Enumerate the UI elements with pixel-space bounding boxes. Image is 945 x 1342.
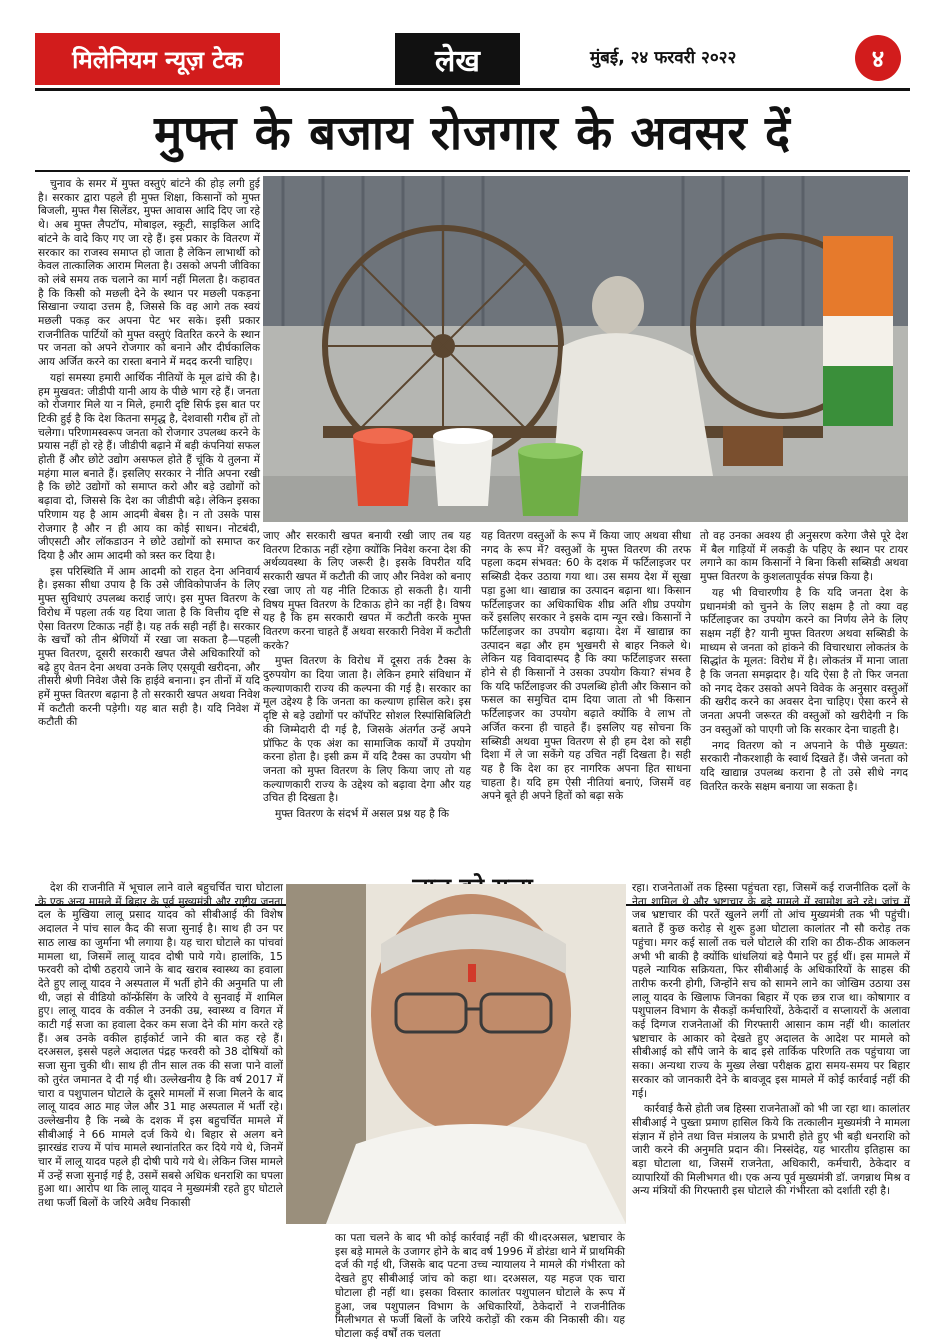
paragraph: मुफ्त वितरण के संदर्भ में असल प्रश्न यह है कि: [275, 808, 449, 821]
paragraph: यहां समस्या हमारी आर्थिक नीतियों के मूल ढांचे की है। हम मुखवत: जीडीपी यानी आय के पीछे भाग रहे हैं। जनता को रोजगार मिले या न मिले, हमारी दृष्टि सिर्फ इस बात पर टिकी हुई है कि देश कितना समृद्ध है, देशवासी गरीब हों तो चलेगा। परिणामस्वरूप जनता को रोजगार उपलब्ध करने के प्रयास नहीं हो रहे हैं। जीडीपी बढ़ाने में बड़ी कंपनियां सफल होती हैं और छोटे उद्योग असफल होते हैं चूंकि ये तुलना में महंगा माल बनाते हैं। इसलिए सरकार ने नीति अपना रखी है कि छोटे उद्योगों को समाप्त करो और बड़े उद्योगों को बढ़ावा दो, जिससे कि देश का जीडीपी बढ़े। लेकिन इसका परिणाम यह है आम आदमी बेबस है। न तो उसके पास रोजगार है और न ही आय का कोई साधन। नोटबंदी, जीएसटी और लॉकडाउन ने छोटे उद्योगों को समाप्त कर दिया है और आम आदमी को त्रस्त कर दिया है।: [38, 371, 260, 562]
masthead: [35, 33, 280, 85]
article1-column-1: [38, 178, 260, 838]
paragraph: नगद वितरण को न अपनाने के पीछे मुख्यत: सरकारी नौकरशाही के स्वार्थ दिखते हैं। जैसे जनता को यदि खाद्यान्न उपलब्ध कराना है तो उसे सीधे नगद वितरित करके सक्षम बनाया जा सकता है।: [700, 739, 908, 793]
paragraph: का पता चलने के बाद भी कोई कार्रवाई नहीं की थी।दरअसल, भ्रष्टाचार के इस बड़े मामले के उजागर होने के बाद वर्ष 1996 में डोरंडा थाने में प्राथमिकी दर्ज की गई थी, जिसके बाद पटना उच्च न्यायालय ने मामले की गंभीरता को देखते हुए सीबीआई जांच को कहा था। दरअसल, यह महज एक चारा घोटाला ही नहीं था। इसका विस्तार कालांतर पशुपालन घोटाले के रूप में हुआ, जब पशुपालन विभाग के अधिकारियों, ठेकेदारों ने राजनीतिक मिलीभगत से फर्जी बिलों के जरिये करोड़ों की रकम की निकासी की। यह घोटाला कई वर्षों तक चलता: [335, 1232, 625, 1340]
lalu-photo: [286, 884, 626, 1224]
article2-column-1: [38, 882, 283, 1257]
paper-name: मिलेनियम न्यूज़ टेक: [72, 45, 243, 74]
paragraph: तो वह उनका अवश्य ही अनुसरण करेगा जैसे पूरे देश में बैल गाड़ियों में लकड़ी के पहिए के स्थान पर टायर लगाने का काम किसानों ने बिना किसी सब्सिडी अथवा मुफ्त वितरण के कुशलतापूर्वक संपन्न किया है।: [700, 530, 908, 584]
paragraph: रहा। राजनेताओं तक हिस्सा पहुंचता रहा, जिसमें कई राजनीतिक दलों के नेता शामिल थे और भ्रष्टाचार के बड़े मामले में खामोश बने रहे। जांच में जब भ्रष्टाचार की परतें खुलने लगीं तो आंच मुख्यमंत्री तक भी पहुंची। बताते हैं कुछ करोड़ से शुरू हुआ घोटाला कालांतर नौ सौ करोड़ तक पहुंचा। मगर कई सालों तक चले घोटाले की राशि का ठीक-ठीक आकलन अभी भी बाकी है क्योंकि धांधलियां बड़े पैमाने पर हुई थीं। इस मामले में पहले न्यायिक सक्रियता, फिर सीबीआई के अधिकारियों के साहस की तारीफ करनी होगी, जिन्होंने सच को सामने लाने का जोखिम उठाया उस लालू यादव के खिलाफ जिनका बिहार में एक छत्र राज था। कोषागार व पशुपालन विभाग के सैकड़ों कर्मचारियों, ठेकेदारों व सप्लायरों के अलावा कई दिग्गज राजनेताओं की गिरफ्तारी आसान काम नहीं थी। कालांतर भ्रष्टाचार के आकार को देखते हुए अदालत के आदेश पर मामले को सीबीआई को सौंपे जाने के बाद इसे तार्किक परिणति तक पहुंचाया जा सका। अन्यथा राज्य के मुख्य लेखा परीक्षक द्वारा समय-समय पर बिहार सरकार को जानकारी देने के बावजूद इस मामले में कोई कार्रवाई नहीं की गई।: [632, 882, 910, 1100]
section-label: लेख: [435, 43, 480, 79]
page-number: ४: [855, 35, 901, 81]
article1-column-4: [700, 530, 908, 838]
spinning-wheel-photo: [263, 176, 908, 522]
section-tab: [395, 33, 520, 85]
headline-rule: [35, 170, 910, 172]
paragraph: जाए और सरकारी खपत बनायी रखी जाए तब यह वितरण टिकाऊ नहीं रहेगा क्योंकि निवेश करना देश की अर्थव्यवस्था के लिए जरूरी है। इसके विपरीत यदि सरकारी खपत में कटौती की जाए और निवेश को बनाए रखा जाए तो यह नीति टिकाऊ हो सकती है। यानी विषय मुफ्त वितरण के टिकाऊ होने का नहीं है। विषय यह है कि हम सरकारी खपत में कटौती करके मुफ्त वितरण करना चाहते हैं अथवा सरकारी निवेश में कटौती करके?: [263, 530, 471, 652]
paragraph: इस परिस्थिति में आम आदमी को राहत देना अनिवार्य है। इसका सीधा उपाय है कि उसे जीविकोपार्जन के लिए मुफ्त सुविधाएं उपलब्ध कराई जाएं। इस मुफ्त वितरण के विरोध में पहला तर्क यह दिया जाता है कि वित्तीय दृष्टि से ऐसा वितरण टिकाऊ नहीं है। यह तर्क सही नहीं है। सरकार के खर्चों को तीन श्रेणियों में रखा जा सकता है—पहली मुफ्त वितरण, दूसरी सरकारी खपत जैसे अधिकारियों को बढ़े हुए वेतन देना अथवा उनके लिए एसयूवी खरीदना, और तीसरी श्रेणी निवेश जैसे कि हाईवे बनाना। इन तीनों में यदि हमें मुफ्त वितरण बढ़ाना है तो सरकारी खपत अथवा निवेश में कटौती करनी पड़ेगी। यह बात सही है। यदि निवेश में कटौती की: [38, 565, 260, 729]
article2-column-2: [335, 1232, 625, 1340]
paragraph: कार्रवाई कैसे होती जब हिस्सा राजनेताओं को भी जा रहा था। कालांतर सीबीआई ने पुख्ता प्रमाण हासिल किये कि तत्कालीन मुख्यमंत्री ने मामला संज्ञान में होने तथा वित्त मंत्रालय के प्रभारी होते हुए भी बड़ी धनराशि को जारी करने की अनुमति प्रदान की। निस्संदेह, यह भारतीय इतिहास का बड़ा घोटाला था, जिसमें राजनेता, अधिकारी, कर्मचारी, ठेकेदार व व्यापारियों की मिलीभगत थी। एक अन्य पूर्व मुख्यमंत्री डॉ. जगन्नाथ मिश्र व अन्य मंत्रियों की गिरफ्तारी इस घोटाले की गंभीरता को दर्शाती रही है।: [632, 1103, 910, 1198]
paragraph: मुफ्त वितरण के विरोध में दूसरा तर्क टैक्स के दुरुपयोग का दिया जाता है। लेकिन हमारे संविधान में कल्याणकारी राज्य की कल्पना की गई है। सरकार का मूल उद्देश्य है कि जनता का कल्याण हासिल करे। इस दृष्टि से बड़े उद्योगों पर कॉर्पोरेट सोशल रिस्पांसिबिलिटी की जिम्मेदारी दी गई है, जिसके अंतर्गत उन्हें अपने प्रॉफिट के एक अंश का सामाजिक कार्यों में उपयोग करना होता है। इसी क्रम में यदि टैक्स का उपयोग भी जनता को मुफ्त वितरण के लिए किया जाए तो यह कल्याणकारी राज्य के उद्देश्य को बढ़ावा देगा और यह उचित ही दिखता है।: [263, 655, 471, 805]
paragraph: देश की राजनीति में भूचाल लाने वाले बहुचर्चित चारा घोटाला के एक अन्य मामले में बिहार के पूर्व मुख्यमंत्री और राष्ट्रीय जनता दल के मुखिया लालू प्रसाद यादव को सीबीआई की विशेष अदालत ने पांच साल कैद की सजा सुनाई है। साथ ही उन पर साठ लाख का जुर्माना भी लगाया है। यह चारा घोटाले का पांचवां मामला था, जिसमें लालू यादव दोषी पाये गये। हालांकि, 15 फरवरी को दोषी ठहराये जाने के बाद खराब स्वास्थ्य का हवाला देते हुए लालू यादव ने अस्पताल में भर्ती होने की अनुमति पा ली थी, जहां से वीडियो कॉन्फ्रेंसिंग के जरिये वे सुनवाई में शामिल हुए। लालू यादव के वकील ने उनकी उम्र, स्वास्थ्य व विगत में काटी गई सजा का हवाला देकर कम सजा देने की मांग करते रहे हैं। अब उनके वकील हाईकोर्ट जाने की बात कह रहे हैं। दरअसल, इससे पहले अदालत पंद्रह फरवरी को 38 दोषियों को सजा सुना चुकी थी। साथ ही तीन साल तक की सजा पाने वालों को तुरंत जमानत दे दी गई थी। उल्लेखनीय है कि वर्ष 2017 में चारा व पशुपालन घोटाले के दूसरे मामलों में सजा मिलने के बाद लालू यादव आठ माह जेल और 31 माह अस्पताल में भर्ती रहे। उल्लेखनीय है कि नब्बे के दशक में इस बहुचर्चित मामले में सीबीआई ने 66 मामले दर्ज किये थे। बिहार से अलग बने झारखंड राज्य में पांच मामले स्थानांतरित कर दिये गये थे, जिनमें चार में लालू यादव पहले ही दोषी पाये गये थे। लेकिन जिस मामले में उन्हें सजा सुनाई गई है, उसमें सबसे अधिक धनराशि का घपला हुआ था। आरोप था कि लालू यादव ने मुख्यमंत्री रहते हुए घोटाले तथा फर्जी बिलों के जरिये अवैध निकासी: [38, 882, 283, 1210]
dateline: मुंबई, २४ फरवरी २०२२: [590, 48, 737, 68]
paragraph: चुनाव के समर में मुफ्त वस्तुएं बांटने की होड़ लगी हुई है। सरकार द्वारा पहले ही मुफ्त शिक्षा, किसानों को मुफ्त बिजली, मुफ्त गैस सिलेंडर, मुफ्त आवास आदि दिए जा रहे थे। अब मुफ्त लैपटॉप, मोबाइल, स्कूटी, साइकिल आदि बांटने के वादे किए गए जा रहे हैं। इस प्रकार के वितरण में सरकार का राजस्व समाप्त हो जाता है लेकिन लाभार्थी को केवल तात्कालिक आराम मिलता है। उसको अपनी जीविका को लंबे समय तक चलाने का मार्ग नहीं मिलता है। कहावत है कि किसी को मछली देने के स्थान पर मछली पकड़ना सिखाना ज्यादा उत्तम है, जिससे कि वह आगे तक स्वयं मछली पकड़ कर अपना पेट भर सके। इसी प्रकार राजनीतिक पार्टियों को मुफ्त वस्तुएं वितरित करने के स्थान पर जनता को अपने रोजगार को बनाने और दीर्घकालिक आय अर्जित करने का रास्ता बनाने में मदद करनी चाहिए।: [38, 178, 260, 369]
article1-column-3: [481, 530, 691, 838]
paragraph: यह वितरण वस्तुओं के रूप में किया जाए अथवा सीधा नगद के रूप में? वस्तुओं के मुफ्त वितरण की तरफ पहला कदम संभवत: 60 के दशक में फर्टिलाइजर पर सब्सिडी देकर उठाया गया था। उस समय देश में सूखा पड़ा हुआ था। खाद्यान्न का उत्पादन बढ़ाना था। किसान फर्टिलाइजर का अधिकाधिक शीघ्र अति शीघ्र उपयोग करें इसलिए सरकार ने इसके दाम न्यून रखे। किसानों ने फर्टिलाइजर का उपयोग बढ़ाया। देश में खाद्यान्न का उत्पादन बढ़ा और हम भुखमरी से बाहर निकले थे। लेकिन यह विवादास्पद है कि क्या फर्टिलाइजर सस्ता होने से ही किसानों ने उसका उपयोग किया? संभव है कि यदि फर्टिलाइजर की उपलब्धि होती और किसान को फसल का समुचित दाम दिया जाता तो भी किसान फर्टिलाइजर का उपयोग बढ़ाते क्योंकि वे लाभ तो अर्जित करना ही चाहते हैं। इसलिए यह सोचना कि सब्सिडी अथवा मुफ्त वितरण से ही हम देश को सही दिशा में ले जा सकेंगे यह उचित नहीं दिखता है। सही यह है कि देश का हर नागरिक अपना हित साधना चाहता है। यदि हम ऐसी नीतियां बनाएं, जिसमें वह अपने बूते ही अपने हितों को बढ़ा सके: [481, 530, 691, 803]
header-rule: [35, 88, 910, 91]
paragraph: यह भी विचारणीय है कि यदि जनता देश के प्रधानमंत्री को चुनने के लिए सक्षम है तो क्या वह फर्टिलाइजर का उपयोग करने का निर्णय लेने के लिए सक्षम नहीं है? यानी मुफ्त वितरण अथवा सब्सिडी के माध्यम से जनता को हांकने की विचारधारा लोकतंत्र के सिद्धांत के मूलत: विरोध में है। लोकतंत्र में माना जाता है कि जनता समझदार है। यदि ऐसा है तो फिर जनता को नगद देकर उसको अपने विवेक के अनुसार वस्तुओं की खरीद करने का अवसर देना चाहिए। ऐसा करने से जनता अपनी जरूरत की वस्तुओं को खरीदेगी न कि उन वस्तुओं को पाएगी जो कि सरकार देना चाहती है।: [700, 586, 908, 736]
article2-column-3: [632, 882, 910, 1257]
headline: मुफ्त के बजाय रोजगार के अवसर दें: [154, 106, 791, 161]
article1-column-2: [263, 530, 471, 838]
